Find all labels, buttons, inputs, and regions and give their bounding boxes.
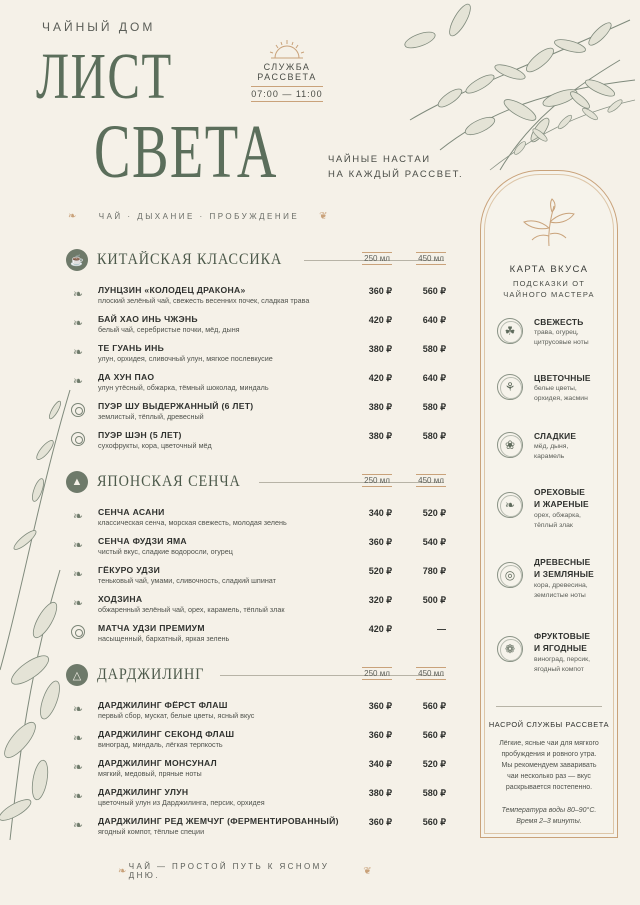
menu-item (66, 311, 450, 340)
section-rule (220, 675, 444, 676)
ornament-left-icon: ❧ (68, 211, 79, 222)
flavor-description (534, 328, 589, 348)
flavor-desc-line: кора, древесина, (534, 582, 588, 589)
flavor-map-title: КАРТА ВКУСА (509, 264, 589, 275)
price-250ml: 420 ₽ (368, 624, 392, 634)
menu-item (66, 427, 450, 456)
flavor-map-subtitle (480, 278, 618, 300)
price-250ml: 520 ₽ (368, 566, 392, 576)
closing-line (118, 862, 374, 880)
tea-description: виноград, миндаль, лёгкая терпкость (98, 740, 223, 749)
tea-name: ТЕ ГУАНЬ ИНЬ (98, 343, 165, 353)
brew-line: Мы рекомендуем заваривать (501, 762, 597, 769)
column-450ml-label: 450 мл (416, 252, 446, 265)
tea-name: ПУЭР ШЭН (5 ЛЕТ) (98, 430, 182, 440)
service-title: СЛУЖБА РАССВЕТА (257, 62, 317, 82)
tea-name: ЛУНЦЗИН «КОЛОДЕЦ ДРАКОНА» (98, 285, 246, 295)
column-250ml-label: 250 мл (362, 474, 392, 487)
section-japanese-sencha (66, 468, 450, 649)
menu-item (66, 282, 450, 311)
leaf-icon: ❧ (72, 316, 84, 330)
menu-item (66, 562, 450, 591)
ornament-left-icon: ❧ (118, 865, 129, 877)
price-250ml: 380 ₽ (368, 402, 392, 412)
menu-item-list (66, 697, 450, 842)
tea-name: СЕНЧА АСАНИ (98, 507, 165, 517)
leaf-icon: ❧ (72, 374, 84, 388)
column-450ml-label: 450 мл (416, 667, 446, 680)
section-title: ЯПОНСКАЯ СЕНЧА (97, 473, 241, 490)
brew-note (492, 805, 606, 827)
flavor-desc-line: мёд, дыня, (534, 443, 569, 450)
price-450ml: 560 ₽ (422, 730, 446, 740)
flavor-name (534, 430, 576, 442)
motto-text: ЧАЙ · ДЫХАНИЕ · ПРОБУЖДЕНИЕ (98, 212, 300, 221)
price-450ml: 640 ₽ (422, 373, 446, 383)
price-450ml: 580 ₽ (422, 402, 446, 412)
motto-row (68, 211, 330, 222)
column-250ml-label: 250 мл (362, 667, 392, 680)
price-450ml: 560 ₽ (422, 701, 446, 711)
tea-name: СЕНЧА ФУДЗИ ЯМА (98, 536, 187, 546)
menu-item (66, 813, 450, 842)
tea-description: ягодный компот, тёплые специи (98, 827, 205, 836)
tea-name: ГЁКУРО УДЗИ (98, 565, 161, 575)
botanical-branch-top-right (380, 0, 640, 175)
flavor-description (534, 581, 588, 601)
leaf-icon: ❧ (72, 731, 84, 745)
tea-description: улун, орхидея, сливочный улун, мягкое послевкусие (98, 354, 273, 363)
flavor-name-line: И ЗЕМЛЯНЫЕ (534, 569, 594, 579)
flavor-name-line: ЦВЕТОЧНЫЕ (534, 373, 591, 383)
flavor-desc-line: виноград, персик, (534, 656, 591, 663)
brew-line: Лёгкие, ясные чаи для мягкого (499, 740, 599, 747)
tea-description: белый чай, серебристые почки, мёд, дыня (98, 325, 240, 334)
tea-description: теньковый чай, умами, сливочность, сладкий шпинат (98, 576, 276, 585)
price-450ml: 520 ₽ (422, 759, 446, 769)
flavor-name-line: СВЕЖЕСТЬ (534, 317, 584, 327)
flavor-desc-line: карамель (534, 453, 565, 460)
leaf-icon: ❧ (72, 596, 84, 610)
tea-name: ДАРДЖИЛИНГ МОНСУНАЛ (98, 758, 217, 768)
price-250ml: 320 ₽ (368, 595, 392, 605)
price-250ml: 360 ₽ (368, 537, 392, 547)
menu-item (66, 620, 450, 649)
tea-description: чистый вкус, сладкие водоросли, огурец (98, 547, 233, 556)
leaf-icon: ❧ (72, 760, 84, 774)
leaf-icon: ❧ (72, 567, 84, 581)
tea-description: улун утёсный, обжарка, тёмный шоколад, миндаль (98, 383, 269, 392)
flavor-name-line: ОРЕХОВЫЕ (534, 487, 586, 497)
menu-item (66, 398, 450, 427)
section-header (66, 468, 450, 496)
section-header (66, 246, 450, 274)
menu-item (66, 755, 450, 784)
menu-item-list (66, 504, 450, 649)
price-450ml: 500 ₽ (422, 595, 446, 605)
brew-description (492, 738, 606, 793)
menu-item (66, 697, 450, 726)
flavor-desc-line: трава, огурец, (534, 329, 579, 336)
brew-title: НАСРОЙ СЛУЖБЫ РАССВЕТА (488, 720, 610, 729)
price-250ml: 360 ₽ (368, 817, 392, 827)
mountain-icon: ▲ (66, 471, 88, 493)
flavor-name (534, 486, 589, 510)
price-450ml: 640 ₽ (422, 315, 446, 325)
flavor-name-line: СЛАДКИЕ (534, 431, 577, 441)
price-450ml: 520 ₽ (422, 508, 446, 518)
flavor-description (534, 655, 590, 675)
brew-line: пробуждения и ровного утра. (501, 751, 597, 758)
price-450ml: 580 ₽ (422, 788, 446, 798)
tea-description: мягкий, медовый, пряные ноты (98, 769, 202, 778)
flavor-name (534, 372, 591, 384)
note-line: Температура воды 80–90°С. (501, 807, 597, 814)
tagline-line-2: НА КАЖДЫЙ РАССВЕТ. (328, 169, 464, 180)
note-line: Время 2–3 минуты. (516, 818, 582, 825)
tea-description: насыщенный, бархатный, яркая зелень (98, 634, 230, 643)
leaf-circle-icon: ❧ (497, 492, 523, 518)
flavor-description (534, 442, 568, 462)
price-250ml: 360 ₽ (368, 730, 392, 740)
flavor-desc-line: цитрусовые ноты (534, 339, 589, 346)
menu-item (66, 533, 450, 562)
price-250ml: 360 ₽ (368, 701, 392, 711)
tea-name: ДАРДЖИЛИНГ УЛУН (98, 787, 189, 797)
price-250ml: 360 ₽ (368, 286, 392, 296)
leaf-icon: ❧ (72, 287, 84, 301)
flavor-desc-line: орхидея, жасмин (534, 395, 588, 402)
ornament-right-icon: ❦ (319, 211, 330, 222)
tea-description: сухофрукты, кора, цветочный мёд (98, 441, 212, 450)
subtitle-line-2: ЧАЙНОГО МАСТЕРА (503, 290, 595, 299)
tagline (328, 152, 463, 182)
flavor-description (534, 511, 581, 531)
flavor-desc-line: тёплый злак (534, 522, 573, 529)
flower-icon: ❀ (497, 432, 523, 458)
flavor-description (534, 384, 588, 404)
closing-text: ЧАЙ — ПРОСТОЙ ПУТЬ К ЯСНОМУ ДНЮ. (128, 862, 330, 880)
flavor-desc-line: орех, обжарка, (534, 512, 581, 519)
price-250ml: 380 ₽ (368, 344, 392, 354)
ornament-right-icon: ❦ (363, 865, 374, 877)
tulip-icon: ⚘ (497, 374, 523, 400)
tea-name: ДАРДЖИЛИНГ СЕКОНД ФЛАШ (98, 729, 235, 739)
tea-name: ХОДЗИНА (98, 594, 143, 604)
brew-line: чаи несколько раз — вкус (507, 773, 591, 780)
tea-name: БАЙ ХАО ИНЬ ЧЖЭНЬ (98, 314, 198, 324)
sprout-icon: ☘ (497, 318, 523, 344)
menu-item (66, 369, 450, 398)
menu-item (66, 504, 450, 533)
tea-description: цветочный улун из Дарджилинга, персик, орхидея (98, 798, 265, 807)
price-250ml: 380 ₽ (368, 788, 392, 798)
menu-item (66, 784, 450, 813)
panel-divider (496, 706, 602, 707)
section-title: КИТАЙСКАЯ КЛАССИКА (97, 251, 283, 268)
tagline-line-1: ЧАЙНЫЕ НАСТАИ (328, 154, 431, 165)
tea-name: ДАРДЖИЛИНГ РЕД ЖЕМЧУГ (ФЕРМЕНТИРОВАННЫЙ) (98, 816, 339, 826)
tea-description: землистый, тёплый, древесный (98, 412, 204, 421)
matcha-bowl-icon (71, 625, 85, 639)
menu-item (66, 591, 450, 620)
tea-description: обжаренный зелёный чай, орех, карамель, тёплый злак (98, 605, 285, 614)
pressed-cake-icon (71, 432, 85, 446)
tea-description: плоский зелёный чай, свежесть весенних почек, сладкая трава (98, 296, 310, 305)
leaf-icon: ❧ (72, 818, 84, 832)
flavor-name (534, 316, 583, 328)
pressed-cake-icon (71, 403, 85, 417)
column-450ml-label: 450 мл (416, 474, 446, 487)
price-450ml: 580 ₽ (422, 344, 446, 354)
flavor-desc-line: ягодный компот (534, 666, 584, 673)
sunrise-icon (267, 38, 307, 60)
price-250ml: 340 ₽ (368, 508, 392, 518)
flavor-name-line: ДРЕВЕСНЫЕ (534, 557, 591, 567)
tea-description: первый сбор, мускат, белые цветы, ясный вкус (98, 711, 255, 720)
flavor-name-line: И ЯГОДНЫЕ (534, 643, 588, 653)
title-line-2: СВЕТА (94, 110, 278, 194)
flavor-name-line: И ЖАРЕНЫЕ (534, 499, 589, 509)
section-title: ДАРДЖИЛИНГ (97, 666, 205, 683)
leaf-icon: ❧ (72, 345, 84, 359)
flavor-desc-line: белые цветы, (534, 385, 577, 392)
tea-description: классическая сенча, морская свежесть, молодая зелень (98, 518, 287, 527)
column-250ml-label: 250 мл (362, 252, 392, 265)
menu-item (66, 726, 450, 755)
flavor-desc-line: землистые ноты (534, 592, 586, 599)
flavor-name (534, 630, 590, 654)
section-header (66, 661, 450, 689)
price-450ml: 780 ₽ (422, 566, 446, 576)
dawn-service-badge (234, 38, 340, 102)
service-hours: 07:00 — 11:00 (251, 86, 322, 102)
teapot-icon: ☕ (66, 249, 88, 271)
price-450ml: 560 ₽ (422, 286, 446, 296)
price-450ml: — (437, 624, 446, 634)
tree-rings-icon: ◎ (497, 562, 523, 588)
price-250ml: 340 ₽ (368, 759, 392, 769)
price-450ml: 540 ₽ (422, 537, 446, 547)
leaf-icon: ❧ (72, 538, 84, 552)
leaf-icon: ❧ (72, 509, 84, 523)
tea-name: ПУЭР ШУ ВЫДЕРЖАННЫЙ (6 ЛЕТ) (98, 401, 254, 411)
leaf-icon: ❧ (72, 702, 84, 716)
mountain-peaks-icon: △ (66, 664, 88, 686)
title-line-1: ЛИСТ (36, 40, 173, 113)
price-250ml: 420 ₽ (368, 373, 392, 383)
brew-line: раскрывается постепенно. (505, 784, 593, 791)
grapes-icon: ❁ (497, 636, 523, 662)
subtitle-line-1: ПОДСКАЗКИ ОТ (512, 279, 586, 288)
price-250ml: 380 ₽ (368, 431, 392, 441)
tea-name: ДА ХУН ПАО (98, 372, 155, 382)
flavor-name (534, 556, 594, 580)
flavor-name-line: ФРУКТОВЫЕ (534, 631, 591, 641)
tea-house-label: ЧАЙНЫЙ ДОМ (42, 20, 156, 34)
tea-name: МАТЧА УДЗИ ПРЕМИУМ (98, 623, 205, 633)
price-250ml: 420 ₽ (368, 315, 392, 325)
section-chinese-classics (66, 246, 450, 456)
tea-name: ДАРДЖИЛИНГ ФЁРСТ ФЛАШ (98, 700, 228, 710)
price-450ml: 580 ₽ (422, 431, 446, 441)
leaf-icon: ❧ (72, 789, 84, 803)
menu-item-list (66, 282, 450, 456)
section-darjeeling (66, 661, 450, 842)
menu-item (66, 340, 450, 369)
price-450ml: 560 ₽ (422, 817, 446, 827)
